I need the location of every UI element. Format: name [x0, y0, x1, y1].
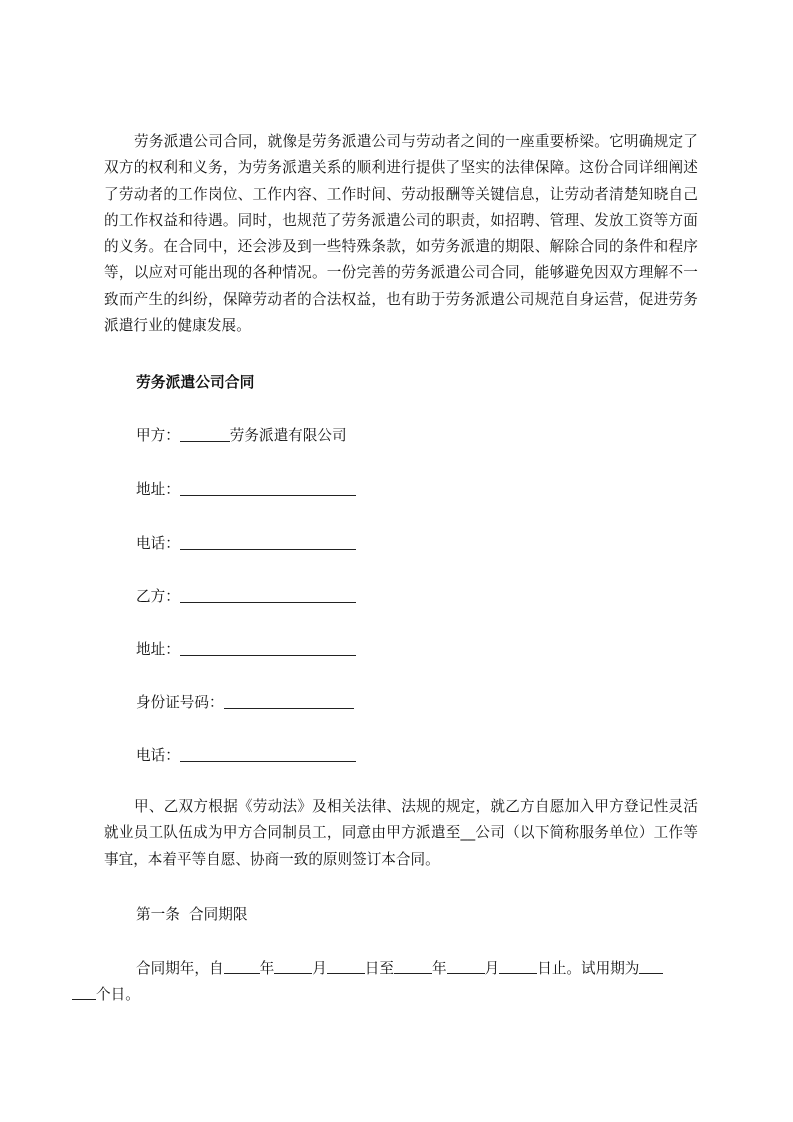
term-paragraph [96, 956, 698, 1009]
end-month-blank [447, 959, 485, 974]
party-b-address-field [136, 638, 356, 659]
contract-title: 劳务派遣公司合同 [136, 374, 255, 391]
term-text-3: 月 [312, 960, 327, 977]
party-b-phone-label: 电话： [136, 747, 180, 764]
party-b-id-field [136, 691, 354, 712]
party-a-value: 劳务派遣有限公司 [229, 427, 347, 444]
party-a-address-label: 地址： [136, 481, 180, 498]
party-a-phone-field [136, 532, 356, 553]
term-text-2: 年 [259, 960, 275, 977]
party-a-blank [180, 427, 230, 442]
start-month-blank [274, 959, 312, 974]
party-a-label: 甲方： [136, 427, 180, 444]
party-b-field [136, 585, 356, 606]
party-b-blank [180, 588, 356, 603]
start-day-blank [327, 959, 365, 974]
term-text-6: 月 [484, 960, 500, 977]
party-b-id-label: 身份证号码： [136, 694, 224, 711]
probation-blank-cont [72, 985, 96, 1000]
article-1-heading: 第一条 合同期限 [136, 906, 248, 923]
term-text-4: 日至 [364, 960, 394, 977]
party-b-phone-blank [180, 747, 356, 762]
party-a-address-blank [180, 481, 356, 496]
term-text-7: 日止。试用期为 [537, 960, 640, 977]
probation-blank [639, 959, 663, 974]
party-b-address-blank [180, 641, 356, 656]
term-text-1: 合同期年，自 [136, 960, 224, 977]
party-b-phone-field [136, 744, 356, 765]
party-b-id-blank [224, 694, 354, 709]
preamble-paragraph: 甲、乙双方根据《劳动法》及相关法律、法规的规定，就乙方自愿加入甲方登记性灵活就业员工队伍成为甲方合同制员工，同意由甲方派遣至__公司（以下简称服务单位）工作等事宜，本着平等自愿、协商一致的原则签订本合同。 [104, 798, 698, 868]
party-a-phone-label: 电话： [136, 535, 180, 552]
term-text-8: 个日。 [96, 986, 140, 1004]
party-a-field [136, 424, 347, 445]
party-b-label: 乙方： [136, 588, 180, 605]
party-a-phone-blank [180, 535, 356, 550]
party-b-address-label: 地址： [136, 641, 180, 658]
end-day-blank [499, 959, 537, 974]
end-year-blank [394, 959, 432, 974]
intro-paragraph: 劳务派遣公司合同，就像是劳务派遣公司与劳动者之间的一座重要桥梁。它明确规定了双方的权利和义务，为劳务派遣关系的顺利进行提供了坚实的法律保障。这份合同详细阐述了劳动者的工作岗位、工作内容、工作时间、劳动报酬等关键信息，让劳动者清楚知晓自己的工作权益和待遇。同时，也规范了劳务派遣公司的职责，如招聘、管理、发放工资等方面的义务。在合同中，还会涉及到一些特殊条款，如劳务派遣的期限、解除合同的条件和程序等，以应对可能出现的各种情况。一份完善的劳务派遣公司合同，能够避免因双方理解不一致而产生的纠纷，保障劳动者的合法权益，也有助于劳务派遣公司规范自身运营，促进劳务派遣行业的健康发展。 [104, 133, 698, 335]
party-a-address-field [136, 478, 356, 499]
term-text-5: 年 [432, 960, 447, 977]
start-year-blank [224, 959, 260, 974]
